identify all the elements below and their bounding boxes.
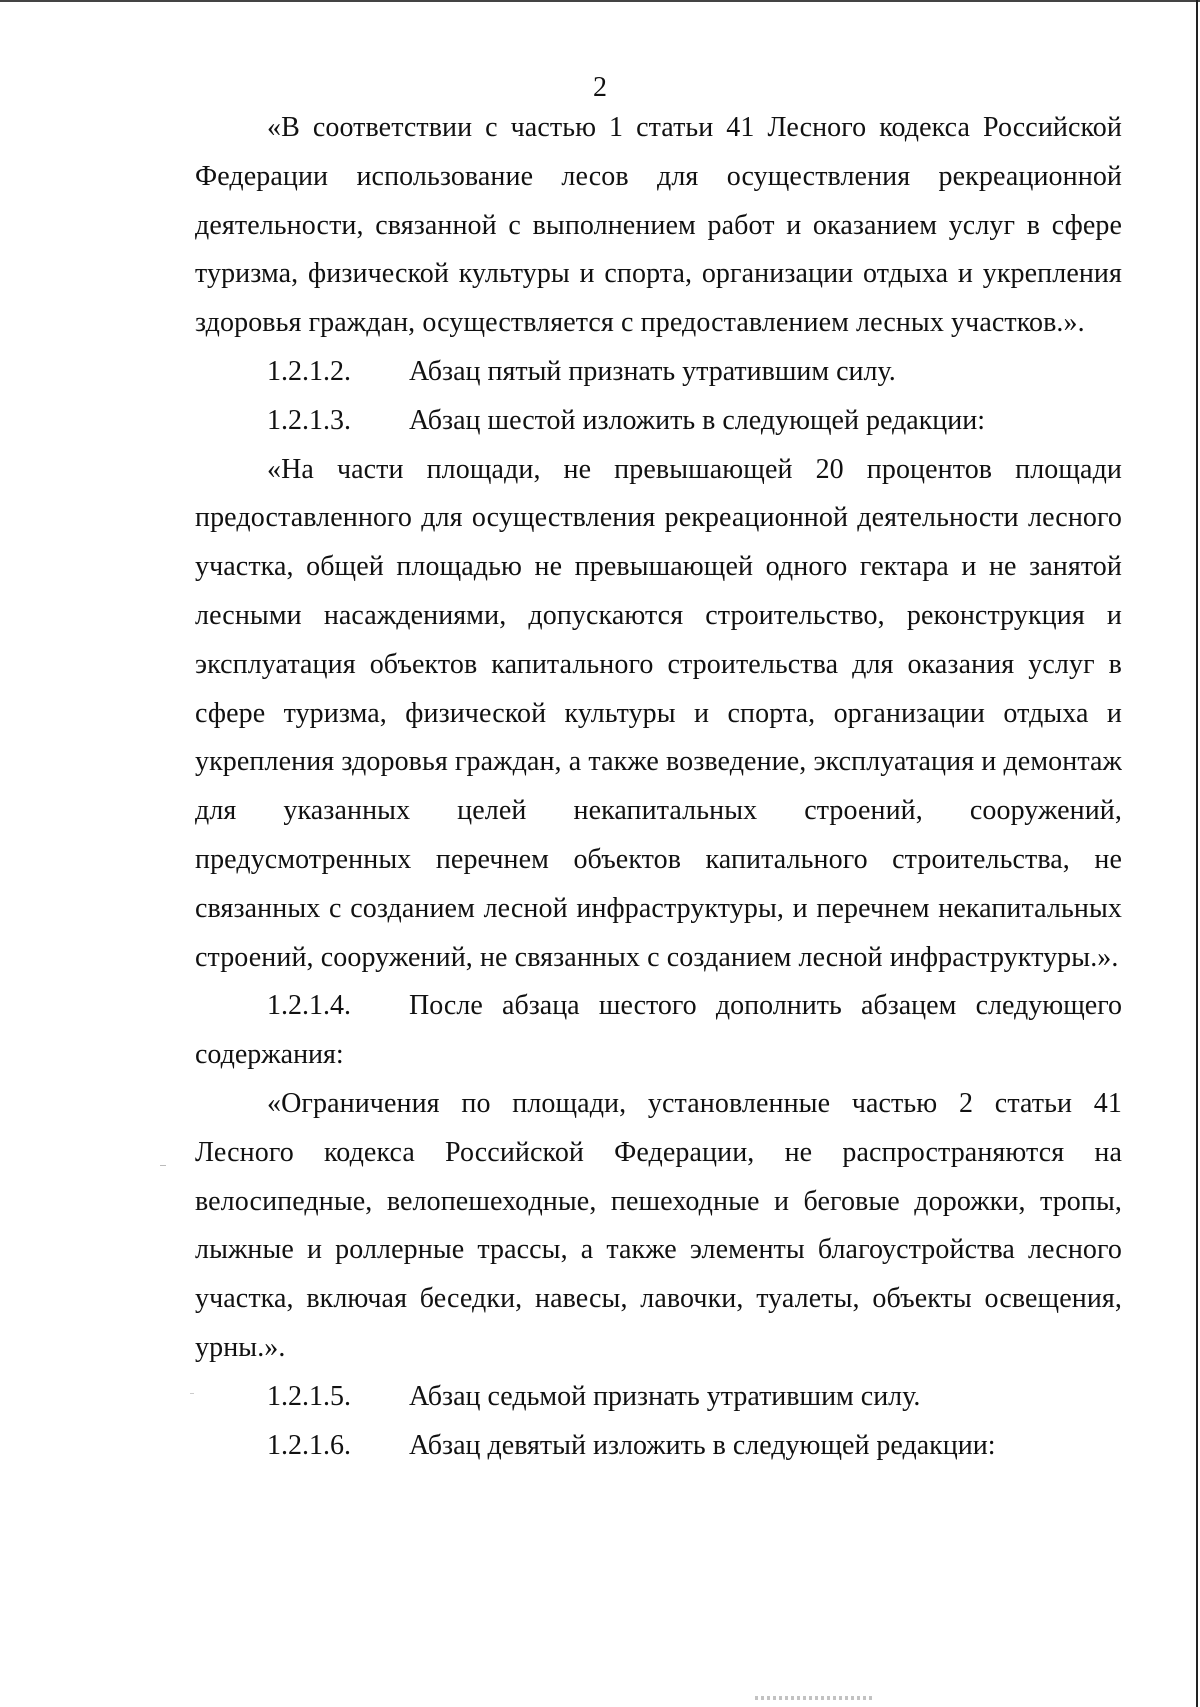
- numbered-item-1-2-1-4: [195, 982, 1122, 1031]
- paragraph-quoted-article-41: «В соответствии с частью 1 статьи 41 Лесного кодекса Российской Федерации использование лесов для осуществления рекреационной деятельности, связанной с выполнением работ и оказанием услуг в сфере туризма, физической культуры и спорта, организации отдыха и укрепления здоровья граждан, осуществляется с предоставлением лесных участков.».: [195, 112, 1122, 339]
- item-number: 1.2.1.3.: [267, 404, 351, 436]
- numbered-item-1-2-1-3: [195, 397, 1122, 446]
- item-text: Абзац пятый признать утратившим силу.: [409, 355, 896, 387]
- item-number: 1.2.1.4.: [267, 990, 351, 1022]
- item-text: После абзаца шестого дополнить абзацем следующего: [409, 990, 1122, 1022]
- item-text-continuation: содержания:: [195, 1039, 344, 1071]
- scan-smudge: [755, 1696, 875, 1700]
- numbered-item-1-2-1-6: [195, 1422, 1122, 1471]
- page-number: 2: [593, 72, 607, 103]
- item-text: Абзац седьмой признать утратившим силу.: [409, 1380, 921, 1412]
- paragraph-quoted-area-restrictions: «Ограничения по площади, установленные частью 2 статьи 41 Лесного кодекса Российской Федерации, не распространяются на велосипедные, велопешеходные, пешеходные и беговые дорожки, тропы, лыжные и роллерные трассы, а также элементы благоустройства лесного участка, включая беседки, навесы, лавочки, туалеты, объекты освещения, урны.».: [195, 1087, 1122, 1363]
- item-number: 1.2.1.6.: [267, 1429, 351, 1461]
- scan-edge-right: [1196, 0, 1198, 1707]
- document-body: [195, 104, 1122, 1470]
- numbered-item-1-2-1-5: [195, 1373, 1122, 1422]
- item-number: 1.2.1.2.: [267, 355, 351, 387]
- item-number: 1.2.1.5.: [267, 1380, 351, 1412]
- item-text: Абзац шестой изложить в следующей редакции:: [409, 404, 986, 436]
- item-text: Абзац девятый изложить в следующей редакции:: [409, 1429, 996, 1461]
- paragraph-quoted-area-20-percent: «На части площади, не превышающей 20 процентов площади предоставленного для осуществления рекреационной деятельности лесного участка, общей площадью не превышающей одного гектара и не занятой лесными насаждениями, допускаются строительство, реконструкция и эксплуатация объектов капитального строительства для оказания услуг в сфере туризма, физической культуры и спорта, организации отдыха и укрепления здоровья граждан, а также возведение, эксплуатация и демонтаж для указанных целей некапитальных строений, сооружений, предусмотренных перечнем объектов капитального строительства, не связанных с созданием лесной инфраструктуры, и перечнем некапитальных строений, сооружений, не связанных с созданием лесной инфраструктуры.».: [195, 453, 1122, 973]
- scan-speck: [190, 1393, 194, 1394]
- numbered-item-1-2-1-2: [195, 348, 1122, 397]
- scan-speck: [160, 1165, 166, 1166]
- scan-edge-top: [0, 0, 1200, 2]
